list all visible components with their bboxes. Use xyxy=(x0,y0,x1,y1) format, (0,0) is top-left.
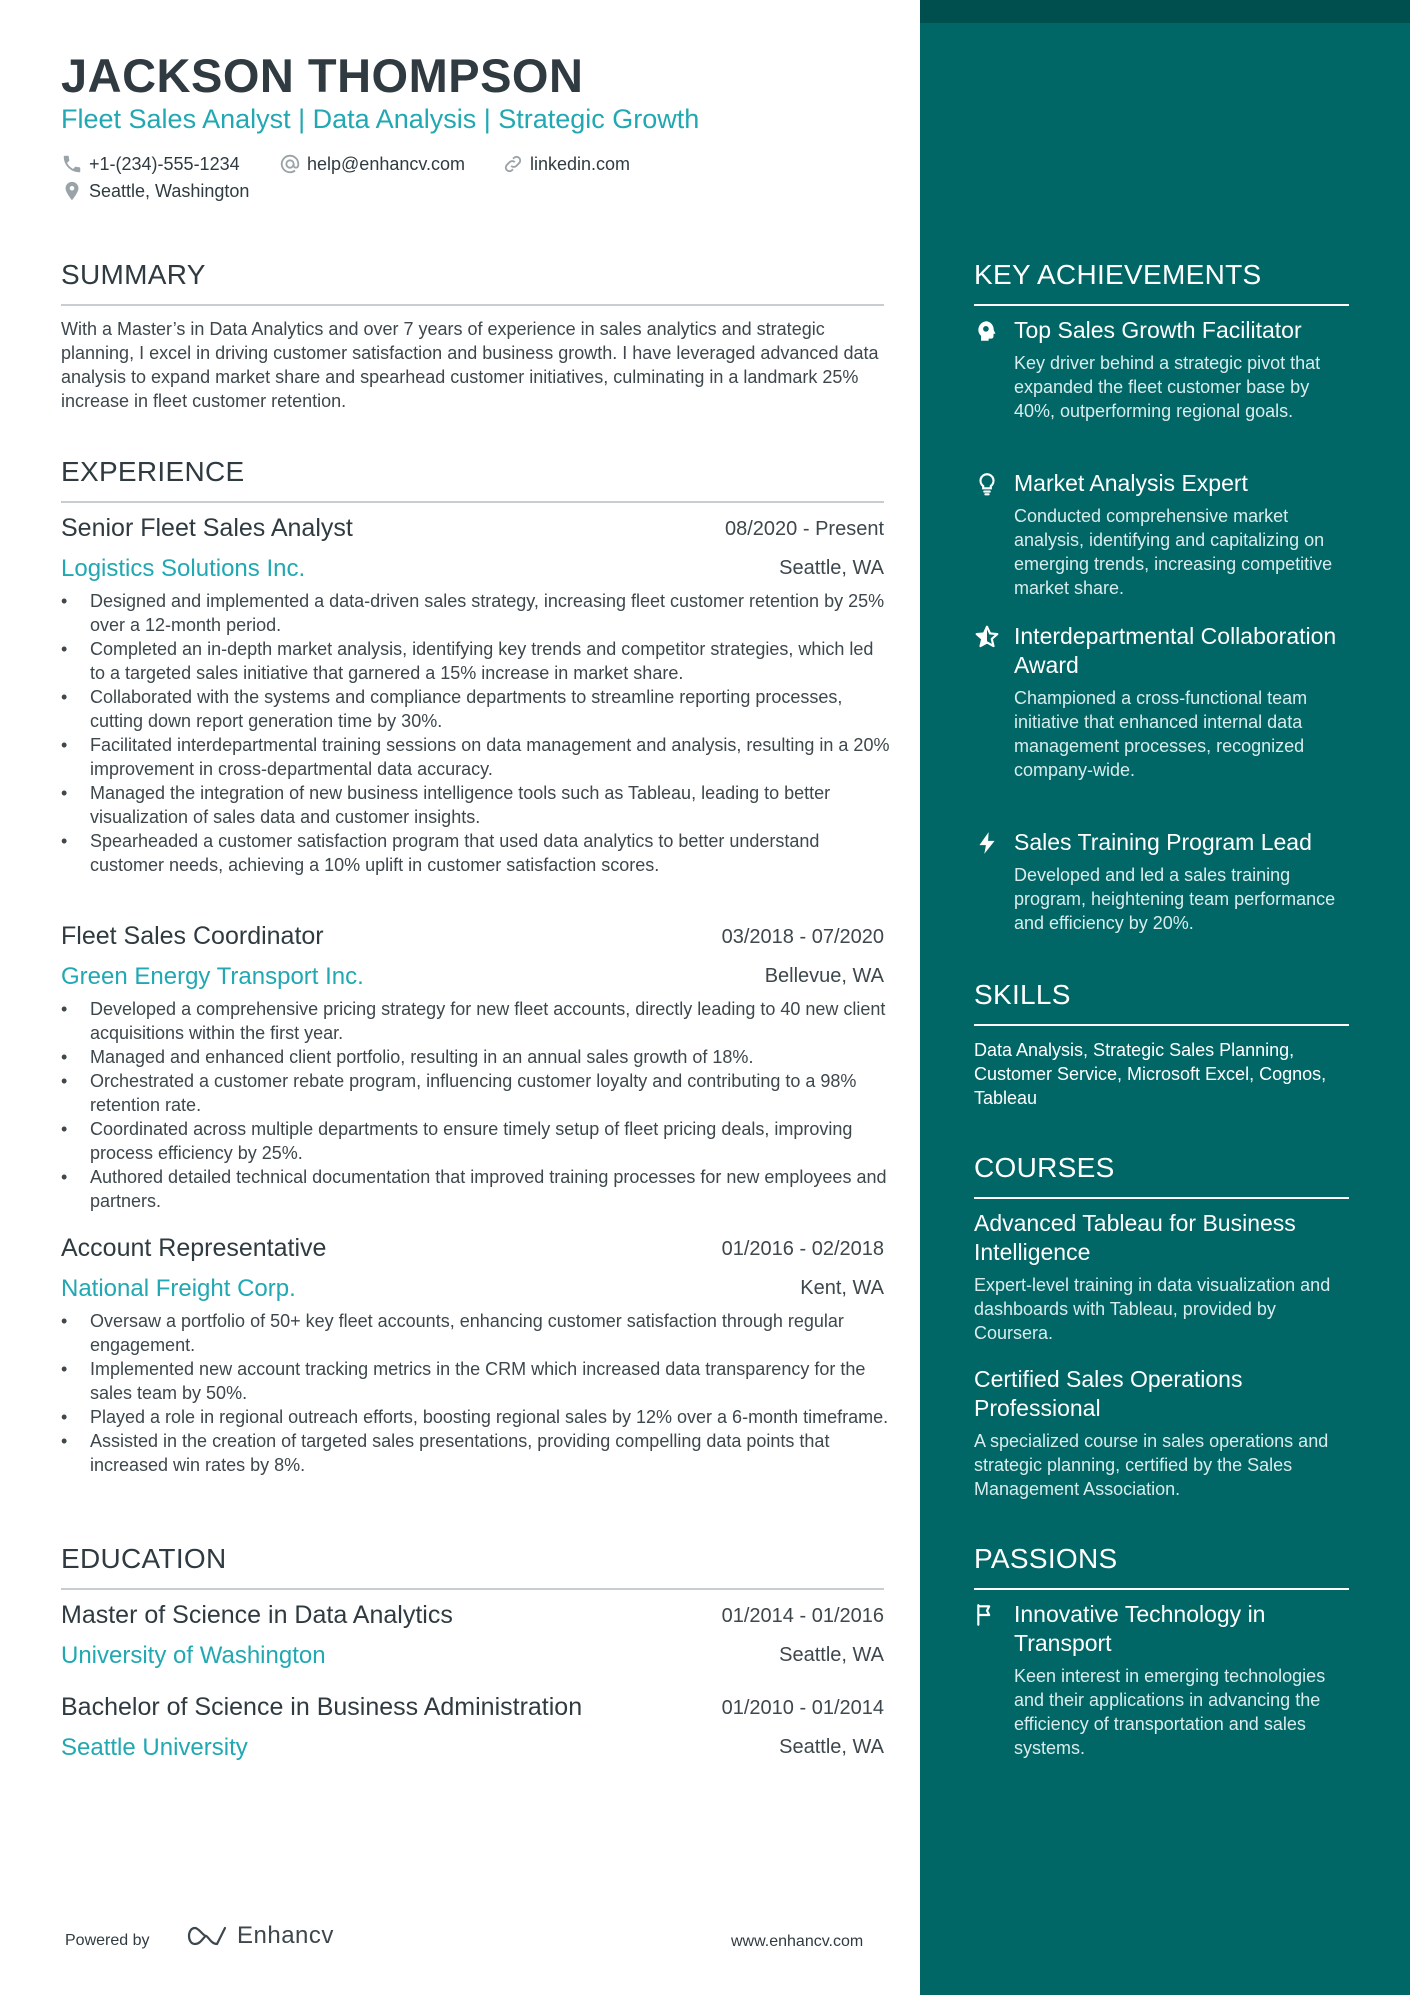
tagline: Fleet Sales Analyst | Data Analysis | Strategic Growth xyxy=(61,104,700,134)
job-bullets xyxy=(61,1309,891,1477)
achievement-item xyxy=(974,469,1354,609)
phone-icon xyxy=(61,153,83,175)
contact-email[interactable] xyxy=(279,152,465,176)
degree-title: Master of Science in Data Analytics xyxy=(61,1601,453,1629)
website-text: linkedin.com xyxy=(530,154,631,174)
passions-divider xyxy=(974,1588,1349,1590)
course-desc: Expert-level training in data visualization and dashboards with Tableau, provided by Coursera. xyxy=(974,1275,1331,1343)
bullet-item: • Spearheaded a customer satisfaction program that used data analytics to better understand customer needs, achieving a 10% uplift in customer satisfaction scores. xyxy=(61,829,891,877)
sidebar-top-band xyxy=(920,0,1410,23)
bullet-item: • Facilitated interdepartmental training sessions on data management and analysis, resulting in a 20% improvement in cross-departmental data accuracy. xyxy=(61,733,891,781)
skills-divider xyxy=(974,1024,1349,1026)
achievement-title: Interdepartmental Collaboration Award xyxy=(1014,623,1337,678)
location-text: Seattle, Washington xyxy=(89,181,250,201)
bullet-item: • Coordinated across multiple departments to ensure timely setup of fleet pricing deals, improving process efficiency by 25%. xyxy=(61,1117,891,1165)
job-title: Account Representative xyxy=(61,1234,327,1262)
bullet-item: • Managed the integration of new business intelligence tools such as Tableau, leading to better visualization of sales data and customer insights. xyxy=(61,781,891,829)
job-location: Bellevue, WA xyxy=(764,965,884,987)
job-location: Seattle, WA xyxy=(779,557,884,579)
email-text: help@enhancv.com xyxy=(307,154,466,174)
bullet-item: • Designed and implemented a data-driven sales strategy, increasing fleet customer retention by 25% over a 12-month period. xyxy=(61,589,891,637)
contact-phone[interactable] xyxy=(61,152,240,176)
link-icon xyxy=(502,153,524,175)
footer-url[interactable]: www.enhancv.com xyxy=(731,1933,864,1950)
flag-icon xyxy=(974,1602,1000,1628)
achievements-divider xyxy=(974,304,1349,306)
powered-by-label: Powered by xyxy=(65,1932,150,1949)
candidate-name: JACKSON THOMPSON xyxy=(61,49,584,102)
job-location: Kent, WA xyxy=(800,1277,884,1299)
company-name[interactable]: Logistics Solutions Inc. xyxy=(61,555,306,582)
school-location: Seattle, WA xyxy=(779,1644,884,1666)
job-dates: 01/2016 - 02/2018 xyxy=(721,1238,884,1260)
school-location: Seattle, WA xyxy=(779,1736,884,1758)
summary-text: With a Master’s in Data Analytics and over 7 years of experience in sales analytics and strategic planning, I excel in driving customer satisfaction and business growth. I have leveraged advanced data analysis to expand market share and spearhead customer initiatives, culminating in a landmark 25% increase in fleet customer retention. xyxy=(61,319,879,411)
head-icon xyxy=(974,318,1000,344)
achievement-desc: Developed and led a sales training program, heightening team performance and efficiency by 20%. xyxy=(1014,865,1336,933)
passion-title: Innovative Technology in Transport xyxy=(1014,1601,1266,1656)
course-title: Advanced Tableau for Business Intelligence xyxy=(974,1210,1296,1265)
bullet-item: • Developed a comprehensive pricing strategy for new fleet accounts, directly leading to 40 new client acquisitions within the first year. xyxy=(61,997,891,1045)
passion-item xyxy=(974,1600,1354,1770)
achievement-item xyxy=(974,622,1354,812)
job-title: Fleet Sales Coordinator xyxy=(61,922,324,950)
job-bullets xyxy=(61,589,891,877)
education-dates: 01/2014 - 01/2016 xyxy=(721,1605,884,1627)
bullet-item: • Oversaw a portfolio of 50+ key fleet accounts, enhancing customer satisfaction through regular engagement. xyxy=(61,1309,891,1357)
sidebar xyxy=(920,0,1410,1995)
passions-heading: PASSIONS xyxy=(974,1543,1118,1574)
education-heading: EDUCATION xyxy=(61,1543,227,1574)
courses-heading: COURSES xyxy=(974,1152,1115,1183)
summary-heading: SUMMARY xyxy=(61,259,206,290)
job-bullets xyxy=(61,997,891,1213)
achievement-title: Market Analysis Expert xyxy=(1014,470,1248,496)
achievement-title: Top Sales Growth Facilitator xyxy=(1014,317,1302,343)
at-icon xyxy=(279,153,301,175)
education-dates: 01/2010 - 01/2014 xyxy=(721,1697,884,1719)
lightning-icon xyxy=(974,830,1000,856)
course-title: Certified Sales Operations Professional xyxy=(974,1366,1243,1421)
achievement-desc: Conducted comprehensive market analysis, identifying and capitalizing on emerging trends, increasing competitive market share. xyxy=(1014,506,1333,598)
contact-website[interactable] xyxy=(502,152,630,176)
job-dates: 03/2018 - 07/2020 xyxy=(721,926,884,948)
job-dates: 08/2020 - Present xyxy=(725,518,884,540)
enhancv-logo-icon xyxy=(183,1923,229,1949)
phone-text: +1-(234)-555-1234 xyxy=(89,154,240,174)
degree-title: Bachelor of Science in Business Administration xyxy=(61,1693,583,1721)
experience-divider xyxy=(61,501,884,503)
achievement-title: Sales Training Program Lead xyxy=(1014,829,1312,855)
achievement-desc: Key driver behind a strategic pivot that expanded the fleet customer base by 40%, outperforming regional goals. xyxy=(1014,353,1321,421)
achievements-heading: KEY ACHIEVEMENTS xyxy=(974,259,1262,290)
summary-divider xyxy=(61,304,884,306)
location-pin-icon xyxy=(61,180,83,202)
bullet-item: • Collaborated with the systems and compliance departments to streamline reporting processes, cutting down report generation time by 30%. xyxy=(61,685,891,733)
enhancv-logo[interactable] xyxy=(183,1922,334,1950)
bullet-item: • Managed and enhanced client portfolio, resulting in an annual sales growth of 18%. xyxy=(61,1045,891,1069)
school-name[interactable]: University of Washington xyxy=(61,1642,326,1669)
bullet-item: • Implemented new account tracking metrics in the CRM which increased data transparency for the sales team by 50%. xyxy=(61,1357,891,1405)
course-desc: A specialized course in sales operations and strategic planning, certified by the Sales Management Association. xyxy=(974,1431,1329,1499)
achievement-desc: Championed a cross-functional team initiative that enhanced internal data management processes, recognized company-wide. xyxy=(1014,688,1308,780)
star-icon xyxy=(974,624,1000,650)
company-name[interactable]: Green Energy Transport Inc. xyxy=(61,963,364,990)
enhancv-brand-text: Enhancv xyxy=(237,1922,334,1949)
bullet-item: • Played a role in regional outreach efforts, boosting regional sales by 12% over a 6-month timeframe. xyxy=(61,1405,891,1429)
school-name[interactable]: Seattle University xyxy=(61,1734,248,1761)
courses-divider xyxy=(974,1197,1349,1199)
bullet-item: • Completed an in-depth market analysis, identifying key trends and competitor strategies, which led to a targeted sales initiative that garnered a 15% increase in market share. xyxy=(61,637,891,685)
contact-location xyxy=(61,179,249,203)
bullet-item: • Orchestrated a customer rebate program, influencing customer loyalty and contributing to a 98% retention rate. xyxy=(61,1069,891,1117)
lightbulb-icon xyxy=(974,471,1000,497)
passion-desc: Keen interest in emerging technologies and their applications in advancing the efficiency of transportation and sales systems. xyxy=(1014,1666,1326,1758)
job-title: Senior Fleet Sales Analyst xyxy=(61,514,353,542)
skills-text: Data Analysis, Strategic Sales Planning, Customer Service, Microsoft Excel, Cognos, Tableau xyxy=(974,1040,1327,1108)
skills-heading: SKILLS xyxy=(974,979,1071,1010)
achievement-item xyxy=(974,316,1354,456)
bullet-item: • Assisted in the creation of targeted sales presentations, providing compelling data points that increased win rates by 8%. xyxy=(61,1429,891,1477)
bullet-item: • Authored detailed technical documentation that improved training processes for new employees and partners. xyxy=(61,1165,891,1213)
achievement-item xyxy=(974,828,1354,938)
company-name[interactable]: National Freight Corp. xyxy=(61,1275,296,1302)
experience-heading: EXPERIENCE xyxy=(61,456,245,487)
education-divider xyxy=(61,1588,884,1590)
